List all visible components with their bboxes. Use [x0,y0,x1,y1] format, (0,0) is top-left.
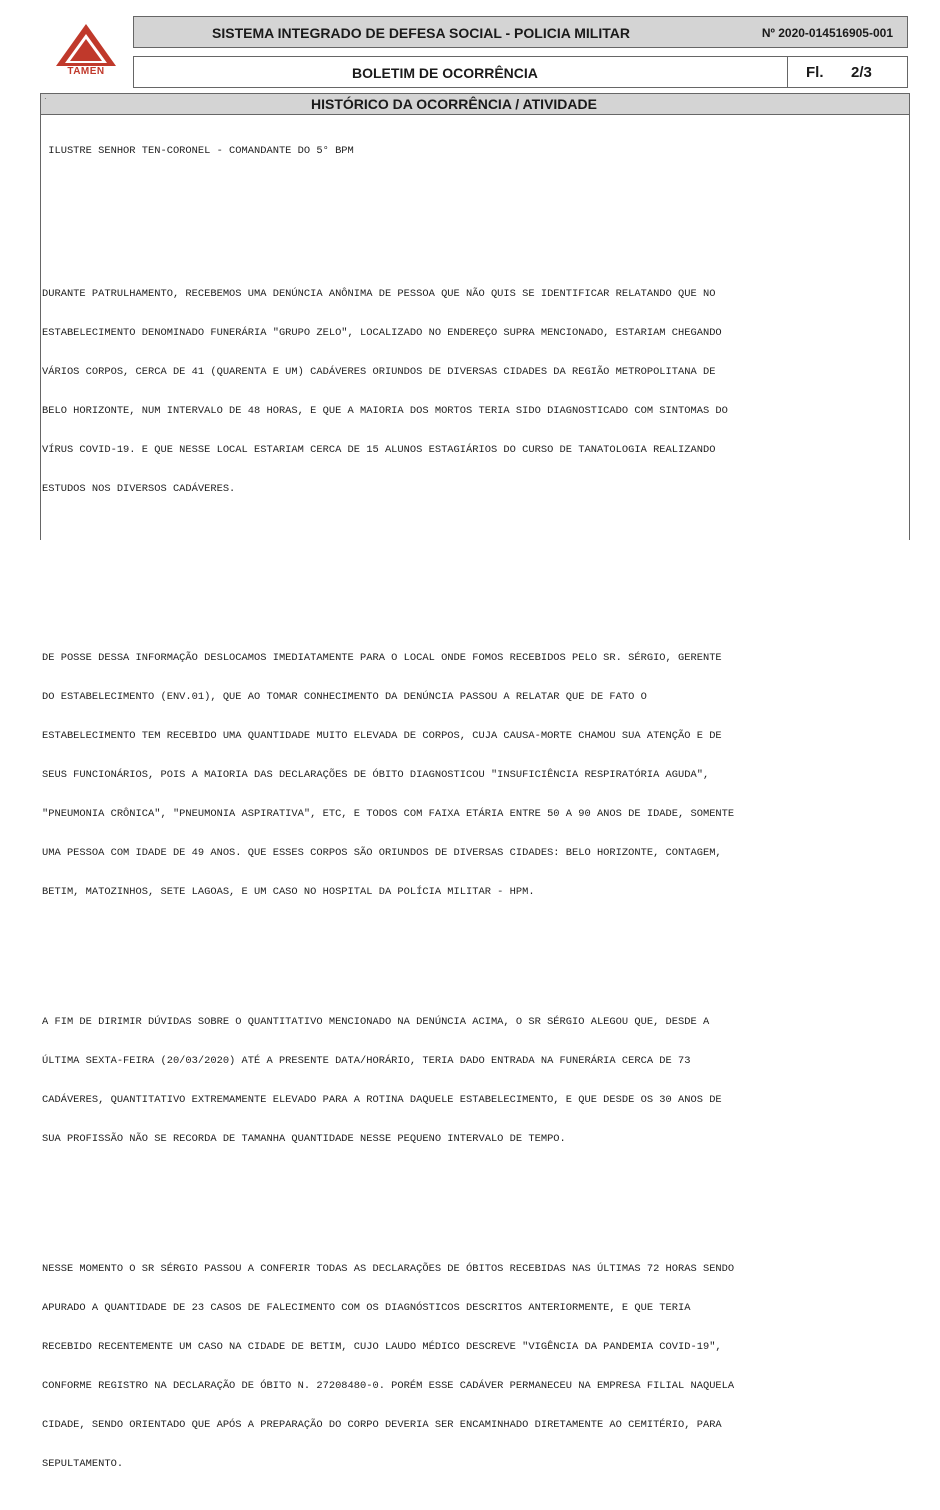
text-line: APURADO A QUANTIDADE DE 23 CASOS DE FALECIMENTO COM OS DIAGNÓSTICOS DESCRITOS ANTERIORMENTE, E QUE TERIA [42,1302,691,1314]
paragraph-4 [42,1237,910,1497]
text-line: DURANTE PATRULHAMENTO, RECEBEMOS UMA DENÚNCIA ANÔNIMA DE PESSOA QUE NÃO QUIS SE IDENTIFICAR RELATANDO QUE NO [42,288,716,300]
paragraph-1 [42,262,910,522]
report-number: Nº 2020-014516905-001 [761,26,893,40]
history-title: HISTÓRICO DA OCORRÊNCIA / ATIVIDADE [311,96,597,112]
text-line: DE POSSE DESSA INFORMAÇÃO DESLOCAMOS IMEDIATAMENTE PARA O LOCAL ONDE FOMOS RECEBIDOS PELO SR. SÉRGIO, GERENTE [42,652,722,664]
text-line: VÁRIOS CORPOS, CERCA DE 41 (QUARENTA E UM) CADÁVERES ORIUNDOS DE DIVERSAS CIDADES DA REGIÃO METROPOLITANA DE [42,366,716,378]
text-line: ESTUDOS NOS DIVERSOS CADÁVERES. [42,483,236,495]
system-title: SISTEMA INTEGRADO DE DEFESA SOCIAL - POLICIA MILITAR [212,25,630,41]
page-label: Fl. [806,64,824,81]
paragraph-3 [42,990,910,1172]
text-line: NESSE MOMENTO O SR SÉRGIO PASSOU A CONFERIR TODAS AS DECLARAÇÕES DE ÓBITOS RECEBIDAS NAS ÚLTIMAS 72 HORAS SENDO [42,1263,735,1275]
text-line: CIDADE, SENDO ORIENTADO QUE APÓS A PREPARAÇÃO DO CORPO DEVERIA SER ENCAMINHADO DIRETAMENTE AO CEMITÉRIO, PARA [42,1419,722,1431]
paragraph-2 [42,626,910,925]
pmmg-logo [52,22,120,80]
text-line: CADÁVERES, QUANTITATIVO EXTREMAMENTE ELEVADO PARA A ROTINA DAQUELE ESTABELECIMENTO, E QUE DESDE OS 30 ANOS DE [42,1094,722,1106]
text-line: BELO HORIZONTE, NUM INTERVALO DE 48 HORAS, E QUE A MAIORIA DOS MORTOS TERIA SIDO DIAGNOSTICADO COM SINTOMAS DO [42,405,728,417]
logo-label: TAMEN [67,66,105,77]
text-line: SUA PROFISSÃO NÃO SE RECORDA DE TAMANHA QUANTIDADE NESSE PEQUENO INTERVALO DE TEMPO. [42,1133,566,1145]
text-line: ESTABELECIMENTO DENOMINADO FUNERÁRIA "GRUPO ZELO", LOCALIZADO NO ENDEREÇO SUPRA MENCIONADO, ESTARIAM CHEGANDO [42,327,722,339]
text-line: CONFORME REGISTRO NA DECLARAÇÃO DE ÓBITO N. 27208480-0. PORÉM ESSE CADÁVER PERMANECEU NA EMPRESA FILIAL NAQUELA [42,1380,735,1392]
text-line: VÍRUS COVID-19. E QUE NESSE LOCAL ESTARIAM CERCA DE 15 ALUNOS ESTAGIÁRIOS DO CURSO DE TANATOLOGIA REALIZANDO [42,444,716,456]
text-line: DO ESTABELECIMENTO (ENV.01), QUE AO TOMAR CONHECIMENTO DA DENÚNCIA PASSOU A RELATAR QUE DE FATO O [42,691,647,703]
divider [787,57,788,87]
history-section-header [40,93,910,115]
triangle-emblem-icon [52,22,120,68]
text-line: "PNEUMONIA CRÔNICA", "PNEUMONIA ASPIRATIVA", ETC, E TODOS COM FAIXA ETÁRIA ENTRE 50 A 90 ANOS DE IDADE, SOMENTE [42,808,735,820]
history-body [42,119,910,1510]
report-title-bar [133,56,908,88]
salutation-line: ILUSTRE SENHOR TEN-CORONEL - COMANDANTE DO 5° BPM [42,145,354,157]
text-line: ESTABELECIMENTO TEM RECEBIDO UMA QUANTIDADE MUITO ELEVADA DE CORPOS, CUJA CAUSA-MORTE CHAMOU SUA ATENÇÃO E DE [42,730,722,742]
section-mark: · [44,94,47,103]
report-title: BOLETIM DE OCORRÊNCIA [352,65,538,81]
page-number: 2/3 [851,64,872,81]
text-line: ÚLTIMA SEXTA-FEIRA (20/03/2020) ATÉ A PRESENTE DATA/HORÁRIO, TERIA DADO ENTRADA NA FUNERÁRIA CERCA DE 73 [42,1055,691,1067]
system-header-bar [133,16,908,48]
text-line: SEUS FUNCIONÁRIOS, POIS A MAIORIA DAS DECLARAÇÕES DE ÓBITO DIAGNOSTICOU "INSUFICIÊNCIA RESPIRATÓRIA AGUDA", [42,769,710,781]
text-line: A FIM DE DIRIMIR DÚVIDAS SOBRE O QUANTITATIVO MENCIONADO NA DENÚNCIA ACIMA, O SR SÉRGIO ALEGOU QUE, DESDE A [42,1016,710,1028]
text-line: BETIM, MATOZINHOS, SETE LAGOAS, E UM CASO NO HOSPITAL DA POLÍCIA MILITAR - HPM. [42,886,535,898]
text-line: RECEBIDO RECENTEMENTE UM CASO NA CIDADE DE BETIM, CUJO LAUDO MÉDICO DESCREVE "VIGÊNCIA DA PANDEMIA COVID-19", [42,1341,722,1353]
text-line: UMA PESSOA COM IDADE DE 49 ANOS. QUE ESSES CORPOS SÃO ORIUNDOS DE DIVERSAS CIDADES: BELO HORIZONTE, CONTAGEM, [42,847,722,859]
text-line: SEPULTAMENTO. [42,1458,124,1470]
